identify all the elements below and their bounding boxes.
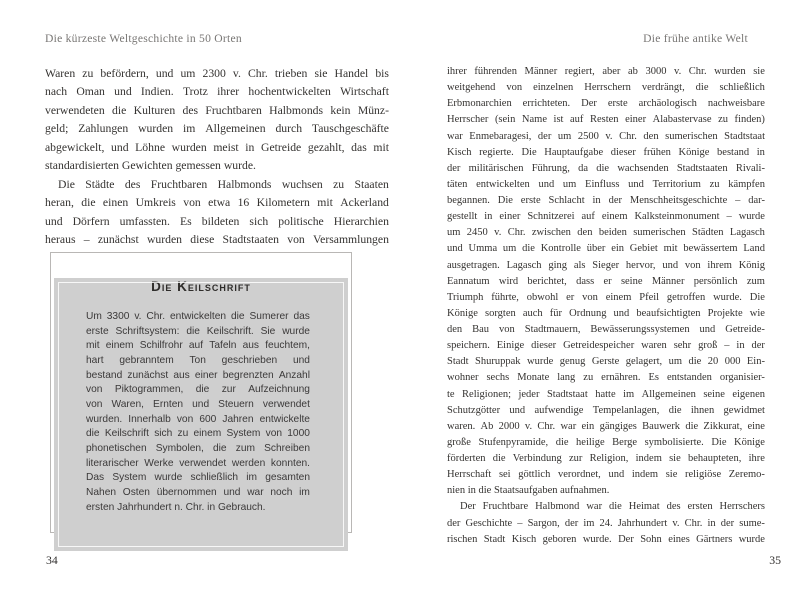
- text-line: speichern. Einige dieser Getreidespeicher waren sehr groß – in der: [447, 340, 765, 352]
- text-line: hart gebranntem Ton geschrieben und: [86, 354, 310, 366]
- text-line: war Enmebaragesi, der um 2500 v. Chr. den sumerischen Stadtstaat: [447, 130, 765, 142]
- text-line: Waren zu befördern, und um 2300 v. Chr. trieben sie Handel bis: [45, 67, 389, 80]
- text-line: standardisierten Gewichten gemessen wurde.: [45, 159, 256, 173]
- paragraph: [86, 310, 310, 515]
- text-line: phonetischen Symbolen, die zum Schreiben: [86, 442, 310, 454]
- text-line: wurden. Innerhalb von 600 Jahren entwickelte: [86, 413, 310, 425]
- text-line: Die Städte des Fruchtbaren Halbmonds wuchsen zu Staaten: [58, 177, 389, 191]
- text-line: nien in die Staatsaufgaben aufnahmen.: [447, 485, 610, 497]
- text-line: die Keilschrift sich zu einem System von 1000: [86, 428, 310, 440]
- text-line: den Bau von Stadtmauern, Bewässerungssystemen und Getreide-: [447, 324, 765, 335]
- text-line: täten entwickelten und um Einfluss und Territorium zu kämpfen: [447, 178, 765, 190]
- text-line: Herrscher (sein Name ist auf Resten einer Alabastervase zu finden): [447, 114, 765, 126]
- text-line: Um 3300 v. Chr. entwickelten die Sumerer das: [86, 311, 310, 322]
- text-line: verwendeten die Kulturen des Fruchtbaren Halbmonds kein Münz-: [45, 103, 389, 117]
- text-line: Erbmonarchien errichteten. Der erste archäologisch nachweisbare: [447, 98, 765, 110]
- text-line: Schutzgötter und aufwendige Tempelanlagen, die ihnen gewidmet: [447, 404, 765, 416]
- text-line: förderten die Verbindung zur Religion, indem sie behaupteten, ihre: [447, 453, 765, 464]
- text-line: abgewickelt, und Löhne wurden meist in Getreide gezahlt, das mit: [45, 140, 389, 154]
- text-line: der Geschichte – Sargon, der im 24. Jahrhundert v. Chr. in der sume-: [447, 517, 765, 529]
- text-line: und Umma um die Kontrolle über ein Gebiet mit bewässertem Land: [447, 243, 765, 255]
- keilschrift-infobox: [50, 252, 352, 533]
- running-header-right: Die frühe antike Welt: [643, 32, 748, 45]
- text-line: Kisch regierte. Die Hauptaufgabe dieser frühen Könige bestand in: [447, 146, 765, 158]
- text-line: Das System wurde schließlich im gesamten: [86, 472, 310, 484]
- infobox-background: [54, 278, 348, 551]
- text-line: der militärischen Führung, da die wachsenden Stadtstaaten Rivali-: [447, 162, 765, 174]
- text-line: von Piktogrammen, die zur Aufzeichnung: [86, 384, 310, 396]
- text-line: ihrer führenden Männer regiert, aber ab 3000 v. Chr. wurden sie: [447, 66, 765, 77]
- left-page-body-text: [45, 65, 389, 250]
- text-line: mit einem Schilfrohr auf Tafeln aus feuchtem,: [86, 340, 310, 352]
- infobox-title: Die Keilschrift: [151, 279, 251, 294]
- text-line: heran, die einen Umkreis von etwa 16 Kilometern mit Ackerland: [45, 196, 389, 210]
- text-line: Nahen Osten übernommen und war noch im: [86, 486, 310, 498]
- text-line: Könige sorgten auch für Ordnung und beaufsichtigten Projekte wie: [447, 307, 765, 319]
- text-line: rischen Stadt Kisch geboren wurde. Der Sohn eines Gärtners wurde: [447, 533, 765, 545]
- text-line: wohner sechs Monate lang zu ernähren. Es entstanden organisier-: [447, 372, 765, 384]
- text-line: waren. Ab 2000 v. Chr. war ein gängiges Bauwerk die Zikkurat, eine: [447, 420, 765, 432]
- text-line: Stadt Shuruppak wurde genug Gerste gelagert, um die 20 000 Ein-: [447, 356, 765, 368]
- text-line: ausgetragen. Lagasch ging als Sieger hervor, und von ihrem König: [447, 259, 765, 271]
- paragraph: [447, 499, 765, 547]
- paragraph: [447, 64, 765, 499]
- text-line: heraus – zunächst wurden diese Stadtstaaten von Versammlungen: [45, 233, 389, 247]
- text-line: literarischer Werke verwendet werden konnten.: [86, 457, 310, 469]
- text-line: Herrschaft sei göttlich verordnet, und indem sie religiöse Zeremo-: [447, 469, 765, 481]
- text-line: begannen. Die erste Schlacht in der Menschheitsgeschichte – dar-: [447, 195, 765, 206]
- text-line: Eannatum wird berichtet, dass er seine Männer persönlich zum: [447, 275, 765, 287]
- text-line: gestellt in einer Schnitzerei auf einem Kalksteinmonument – wurde: [447, 211, 765, 223]
- text-line: ersten Jahrhundert n. Chr. in Gebrauch.: [86, 501, 266, 513]
- text-line: Der Fruchtbare Halbmond war die Heimat des ersten Herrschers: [460, 501, 765, 513]
- text-line: um 2450 v. Chr. zwischen den beiden sumerischen Städten Lagasch: [447, 227, 765, 239]
- text-line: von Waren, Ernten und Steuern verwendet: [86, 398, 310, 410]
- text-line: nach Oman und Indien. Trotz ihrer hochentwickelten Wirtschaft: [45, 85, 389, 99]
- running-header-left: Die kürzeste Weltgeschichte in 50 Orten: [45, 32, 242, 45]
- paragraph: [45, 65, 389, 176]
- paragraph: [45, 176, 389, 250]
- text-line: Triumph führte, obwohl er von einem Pfeil getroffen wurde. Die: [447, 291, 765, 303]
- text-line: große Stufenpyramide, die heilige Berge symbolisierte. Die Könige: [447, 436, 765, 448]
- text-line: und Dörfern umfassten. Es bildeten sich politische Hierarchien: [45, 214, 389, 228]
- page-number-left: 34: [46, 553, 58, 567]
- text-line: geld; Zahlungen wurden im Allgemeinen durch Tauschgeschäfte: [45, 122, 389, 136]
- infobox-body-text: [54, 310, 348, 515]
- text-line: te Religionen; jeder Stadtstaat hatte im Allgemeinen seine eigenen: [447, 388, 765, 400]
- right-page-body-text: [447, 64, 765, 548]
- text-line: weitgehend von einzelnen Herrschern verdrängt, die schließlich: [447, 82, 765, 94]
- text-line: erste Schriftsystem: die Keilschrift. Sie wurde: [86, 325, 310, 337]
- page-number-right: 35: [769, 553, 781, 567]
- text-line: bestand zunächst aus einer begrenzten Anzahl: [86, 369, 310, 381]
